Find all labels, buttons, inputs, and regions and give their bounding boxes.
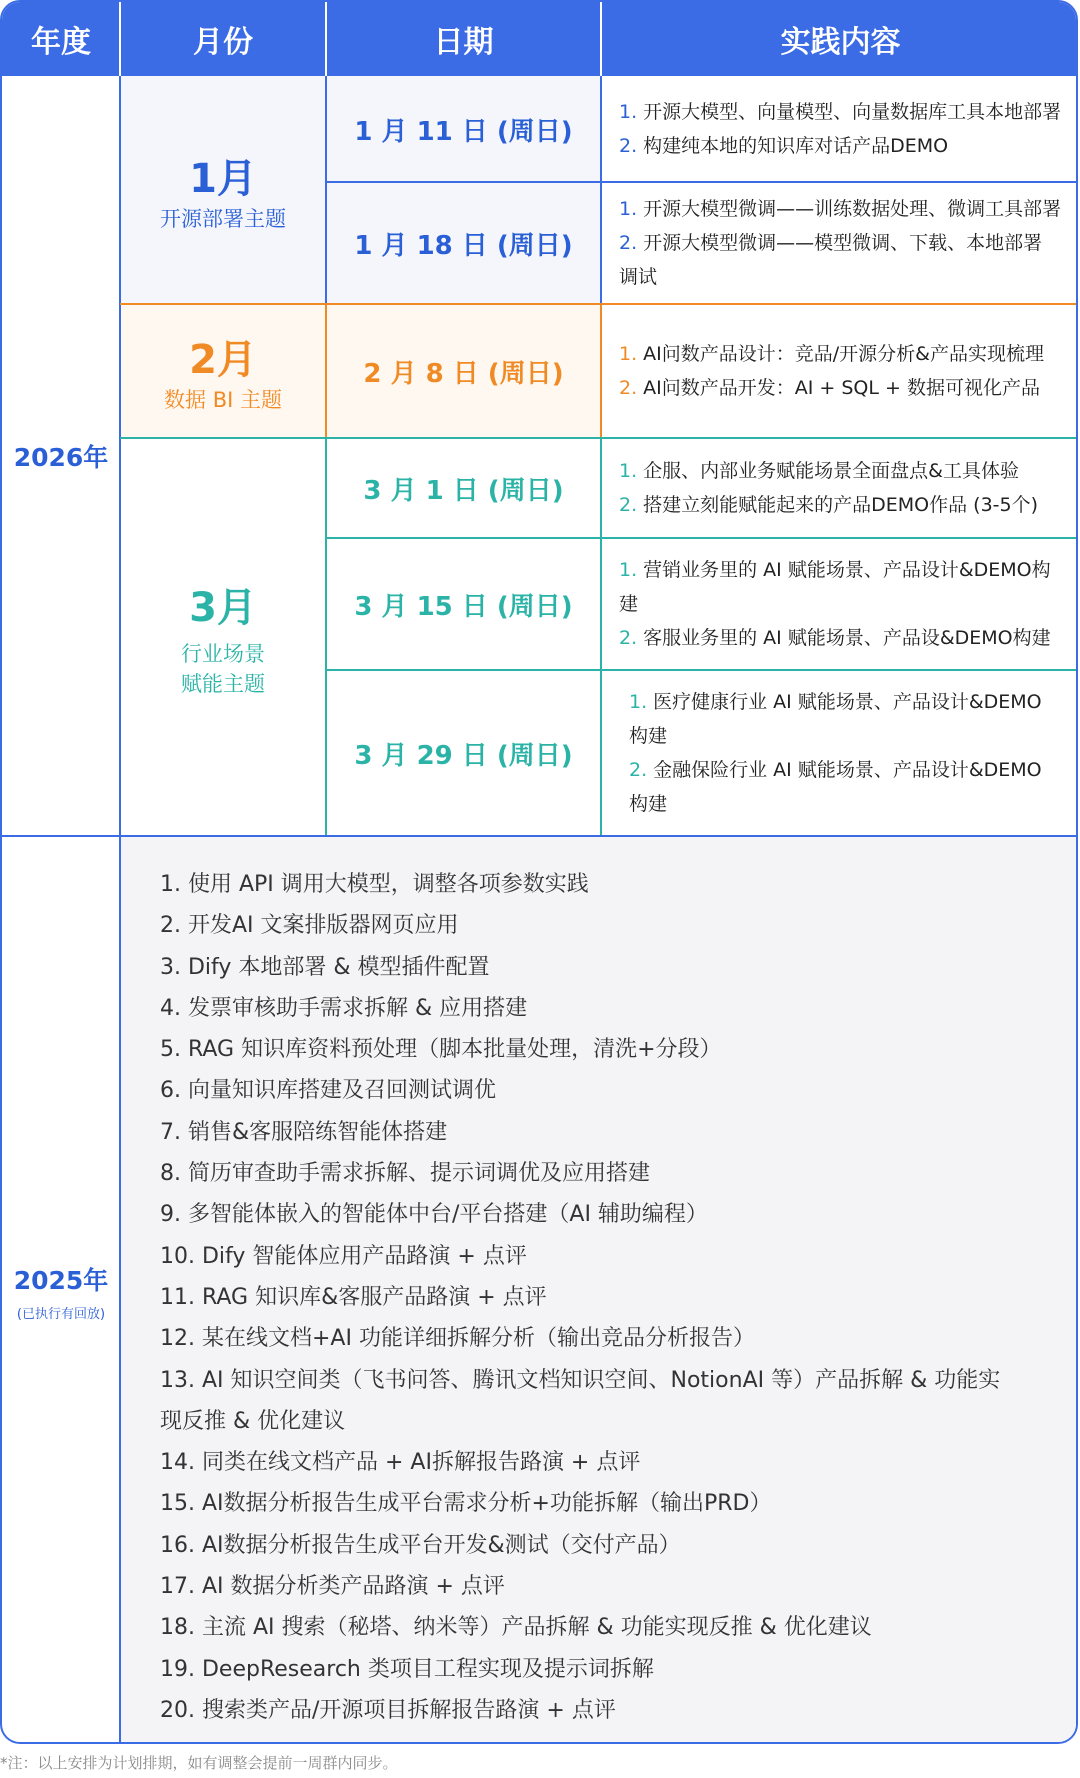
content-line: 2. AI问数产品开发：AI + SQL + 数据可视化产品 (619, 377, 1040, 399)
list-item: 9. 多智能体嵌入的智能体中台/平台搭建（AI 辅助编程） (160, 1202, 708, 1228)
session-date (326, 538, 601, 670)
list-item: 4. 发票审核助手需求拆解 & 应用搭建 (160, 995, 528, 1021)
content-line: 构建 (629, 725, 668, 747)
list-item: 11. RAG 知识库&客服产品路演 + 点评 (160, 1284, 547, 1310)
year-2025-cell (2, 836, 120, 1744)
content-line: 2. 搭建立刻能赋能起来的产品DEMO作品 (3-5个) (619, 494, 1039, 516)
session-content (601, 304, 1078, 438)
list-item: 2. 开发AI 文案排版器网页应用 (160, 913, 459, 939)
list-item: 14. 同类在线文档产品 + AI拆解报告路演 + 点评 (160, 1450, 641, 1476)
session-date-text: 1 月 18 日 (周日) (354, 230, 573, 261)
content-line: 1. 企服、内部业务赋能场景全面盘点&工具体验 (619, 460, 1019, 482)
session-date (326, 304, 601, 438)
list-item: 10. Dify 智能体应用产品路演 + 点评 (160, 1243, 527, 1269)
list-item: 1. 使用 API 调用大模型，调整各项参数实践 (160, 872, 589, 897)
month-3-theme-line1: 行业场景 (181, 641, 265, 666)
session-date (326, 76, 601, 182)
year-2026-cell (2, 76, 120, 836)
month-1-cell (120, 76, 326, 304)
header-month: 月份 (120, 2, 326, 76)
header-content: 实践内容 (601, 2, 1078, 76)
month-2-label: 2月 (189, 336, 257, 383)
content-line: 建 (619, 593, 639, 615)
session-date (326, 670, 601, 836)
list-item: 20. 搜索类产品/开源项目拆解报告路演 + 点评 (160, 1697, 616, 1723)
list-item: 12. 某在线文档+AI 功能详细拆解分析（输出竞品分析报告） (160, 1326, 755, 1352)
header-date: 日期 (326, 2, 601, 76)
list-item: 8. 简历审查助手需求拆解、提示词调优及应用搭建 (160, 1161, 650, 1187)
list-item: 19. DeepResearch 类项目工程实现及提示词拆解 (160, 1656, 654, 1682)
session-date-text: 2 月 8 日 (周日) (363, 358, 564, 389)
content-line: 1. 开源大模型微调——训练数据处理、微调工具部署 (619, 198, 1062, 220)
list-item: 17. AI 数据分析类产品路演 + 点评 (160, 1574, 505, 1600)
session-date-text: 3 月 1 日 (周日) (363, 475, 564, 506)
list-item: 16. AI数据分析报告生成平台开发&测试（交付产品） (160, 1532, 681, 1558)
list-item: 18. 主流 AI 搜索（秘塔、纳米等）产品拆解 & 功能实现反推 & 优化建议 (160, 1615, 872, 1641)
content-line: 1. 医疗健康行业 AI 赋能场景、产品设计&DEMO (629, 691, 1042, 713)
session-content (601, 182, 1078, 304)
session-date-text: 3 月 15 日 (周日) (354, 591, 573, 622)
year-2026-label: 2026年 (13, 443, 109, 472)
month-2-theme: 数据 BI 主题 (164, 387, 282, 412)
month-2-cell (120, 304, 326, 438)
content-line: 2. 金融保险行业 AI 赋能场景、产品设计&DEMO (629, 759, 1042, 781)
list-item: 13. AI 知识空间类（飞书问答、腾讯文档知识空间、NotionAI 等）产品拆解 & 功能实 (160, 1367, 1001, 1393)
session-content (601, 670, 1078, 836)
session-content (601, 438, 1078, 538)
session-content (601, 76, 1078, 182)
month-1-label: 1月 (189, 155, 257, 202)
session-date-text: 3 月 29 日 (周日) (354, 740, 573, 771)
month-1-theme: 开源部署主题 (160, 206, 286, 231)
list-item: 7. 销售&客服陪练智能体搭建 (160, 1119, 448, 1145)
content-line: 调试 (619, 266, 658, 288)
header-year: 年度 (2, 2, 120, 76)
list-item: 5. RAG 知识库资料预处理（脚本批量处理，清洗+分段） (160, 1037, 722, 1063)
content-line: 1. AI问数产品设计：竞品/开源分析&产品实现梳理 (619, 343, 1044, 365)
month-3-label: 3月 (189, 584, 257, 631)
year-2025-label: 2025年 (13, 1265, 109, 1295)
month-3-cell (120, 438, 326, 836)
footnote: *注：以上安排为计划排期，如有调整会提前一周群内同步。 (0, 1754, 398, 1772)
content-line: 构建 (629, 793, 668, 815)
content-line: 1. 营销业务里的 AI 赋能场景、产品设计&DEMO构 (619, 559, 1051, 581)
session-content (601, 538, 1078, 670)
content-line: 2. 开源大模型微调——模型微调、下载、本地部署 (619, 232, 1043, 254)
list-item: 现反推 & 优化建议 (160, 1408, 346, 1434)
list-item: 15. AI数据分析报告生成平台需求分析+功能拆解（输出PRD） (160, 1491, 772, 1517)
month-3-theme-line2: 赋能主题 (181, 671, 265, 696)
content-line: 1. 开源大模型、向量模型、向量数据库工具本地部署 (619, 101, 1062, 123)
session-date-text: 1 月 11 日 (周日) (354, 116, 573, 147)
year-2025-note: (已执行有回放) (16, 1306, 106, 1322)
content-line: 2. 构建纯本地的知识库对话产品DEMO (619, 135, 949, 157)
session-date (326, 438, 601, 538)
practice-list-2025 (120, 836, 1078, 1744)
session-date (326, 182, 601, 304)
list-item: 6. 向量知识库搭建及召回测试调优 (160, 1078, 496, 1104)
content-line: 2. 客服业务里的 AI 赋能场景、产品设&DEMO构建 (619, 627, 1051, 649)
list-item: 3. Dify 本地部署 & 模型插件配置 (160, 954, 490, 980)
